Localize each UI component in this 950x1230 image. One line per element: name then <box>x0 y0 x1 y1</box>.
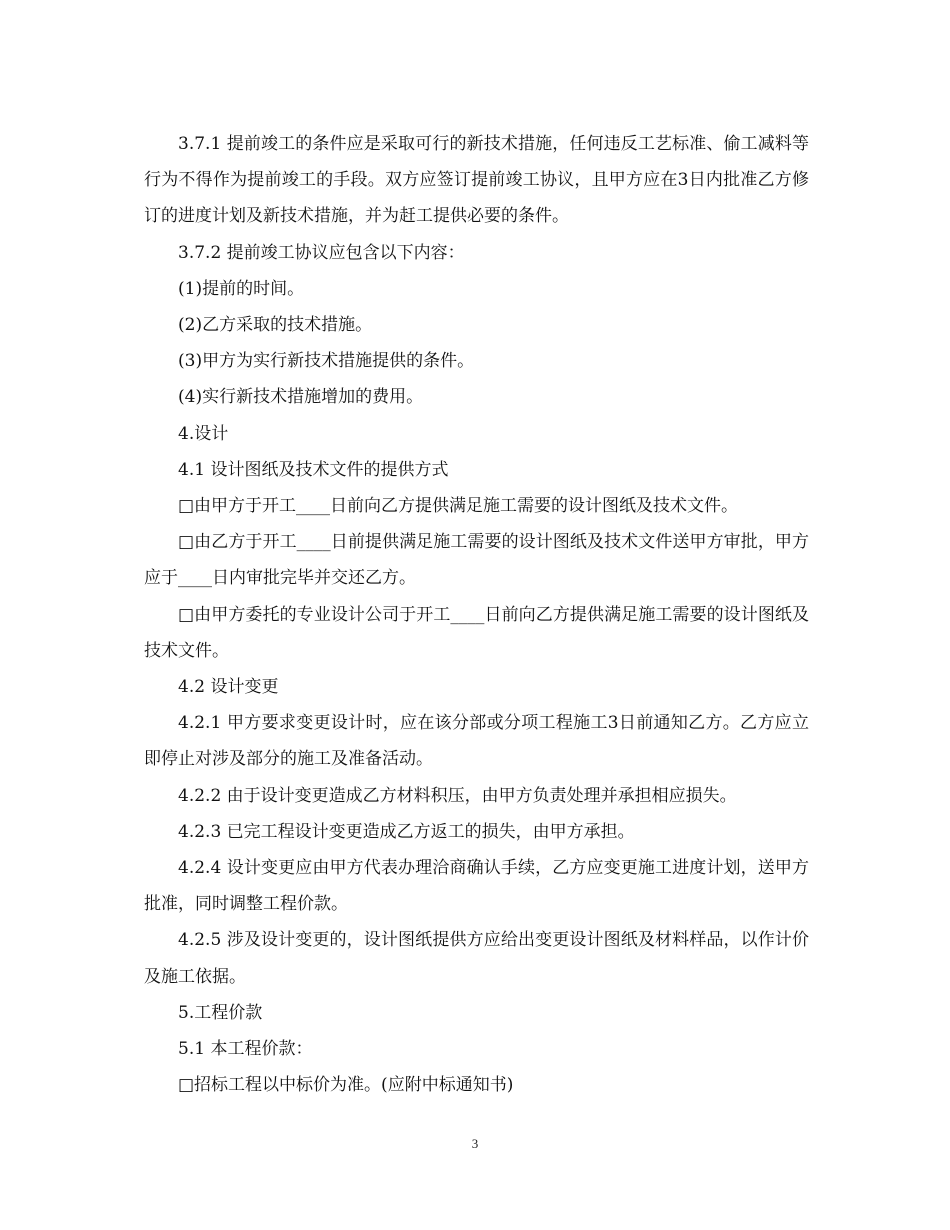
section-heading-4: 4.设计 <box>178 423 229 444</box>
subsection-heading-4-1: 4.1 设计图纸及技术文件的提供方式 <box>178 459 449 480</box>
checkbox-option-3: □由甲方委托的专业设计公司于开工____日前向乙方提供满足施工需要的设计图纸及技术文件。 <box>144 604 809 661</box>
checkbox-option-2: □由乙方于开工____日前提供满足施工需要的设计图纸及技术文件送甲方审批，甲方应于____日内审批完毕并交还乙方。 <box>144 532 809 589</box>
document-body <box>144 126 809 1103</box>
paragraph-4-2-5: 4.2.5 涉及设计变更的，设计图纸提供方应给出变更设计图纸及材料样品，以作计价及施工依据。 <box>144 930 809 987</box>
paragraph-3-7-2: 3.7.2 提前竣工协议应包含以下内容： <box>178 242 465 263</box>
paragraph-4-2-1: 4.2.1 甲方要求变更设计时，应在该分部或分项工程施工3日前通知乙方。乙方应立即停止对涉及部分的施工及准备活动。 <box>144 713 809 770</box>
list-item-2: (2)乙方采取的技术措施。 <box>178 315 373 336</box>
checkbox-option-1: □由甲方于开工____日前向乙方提供满足施工需要的设计图纸及技术文件。 <box>178 496 739 517</box>
subsection-heading-5-1: 5.1 本工程价款： <box>178 1039 313 1060</box>
section-heading-5: 5.工程价款 <box>178 1002 263 1023</box>
checkbox-option-tender: □招标工程以中标价为准。(应附中标通知书) <box>178 1075 514 1096</box>
subsection-heading-4-2: 4.2 设计变更 <box>178 677 279 698</box>
paragraph-4-2-2: 4.2.2 由于设计变更造成乙方材料积压，由甲方负责处理并承担相应损失。 <box>178 785 737 806</box>
list-item-4: (4)实行新技术措施增加的费用。 <box>178 387 424 408</box>
paragraph-4-2-4: 4.2.4 设计变更应由甲方代表办理洽商确认手续，乙方应变更施工进度计划，送甲方批准，同时调整工程价款。 <box>144 858 809 915</box>
page-number: 3 <box>471 1136 479 1151</box>
paragraph-4-2-3: 4.2.3 已完工程设计变更造成乙方返工的损失，由甲方承担。 <box>178 821 635 842</box>
paragraph-3-7-1: 3.7.1 提前竣工的条件应是采取可行的新技术措施，任何违反工艺标准、偷工减料等行为不得作为提前竣工的手段。双方应签订提前竣工协议，且甲方应在3日内批准乙方修订的进度计划及新技术措施，并为赶工提供必要的条件。 <box>144 134 809 227</box>
list-item-1: (1)提前的时间。 <box>178 278 305 299</box>
list-item-3: (3)甲方为实行新技术措施提供的条件。 <box>178 351 475 372</box>
